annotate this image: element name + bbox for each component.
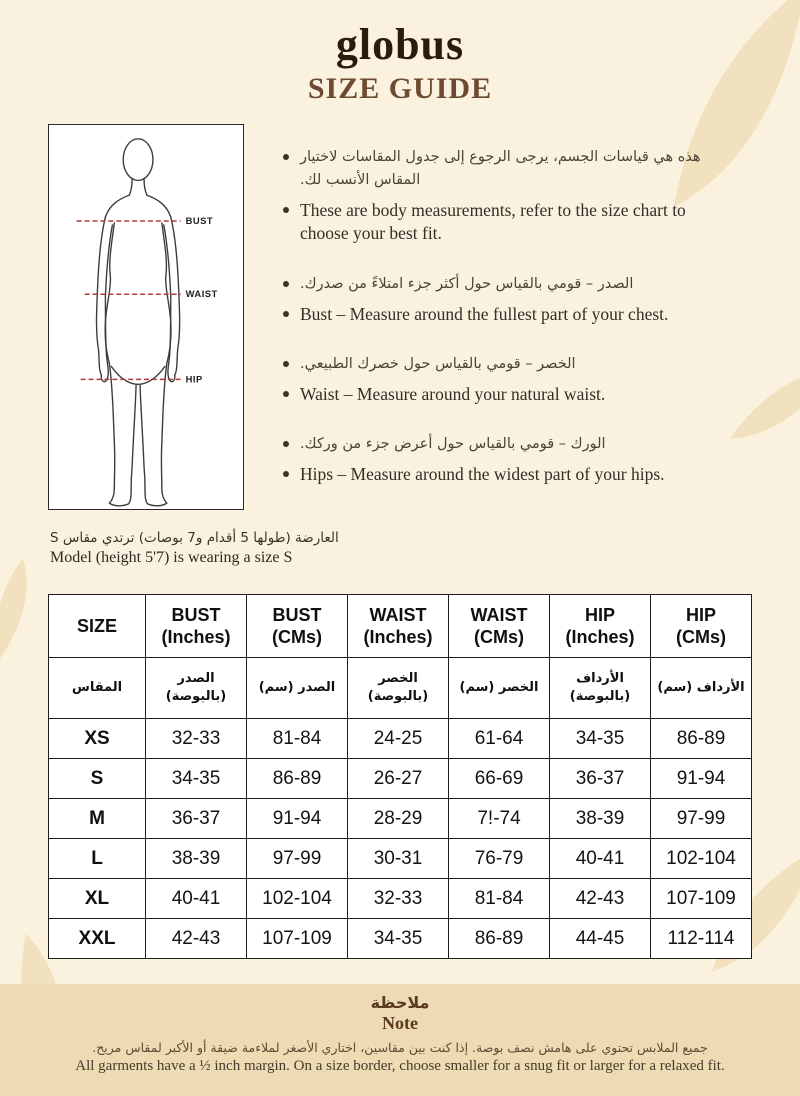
instruction-hip-ar: الورك – قومي بالقياس حول أعرض جزء من وركك. [283,433,735,456]
value-cell: 91-94 [247,799,348,839]
table-row-xl [49,879,752,919]
hip-label: HIP [185,373,203,385]
model-note-ar: العارضة (طولها 5 أقدام و7 بوصات) ترتدي مقاس S [50,530,339,546]
instruction-bust-en: Bust – Measure around the fullest part of your chest. [283,303,735,326]
value-cell: 34-35 [348,919,449,959]
value-cell: 112-114 [651,919,752,959]
table-row-l [49,839,752,879]
instruction-waist-ar: الخصر – قومي بالقياس حول خصرك الطبيعي. [283,353,735,376]
size-cell: M [49,799,146,839]
value-cell: 38-39 [550,799,651,839]
bullet-dot [283,361,289,367]
value-cell: 40-41 [550,839,651,879]
instruction-bust-ar: الصدر – قومي بالقياس حول أكثر جزء امتلاءً من صدرك. [283,273,735,296]
size-cell: L [49,839,146,879]
value-cell: 32-33 [348,879,449,919]
value-cell: 26-27 [348,759,449,799]
header-waist-inches: WAIST (Inches) [348,595,449,658]
value-cell: 86-89 [247,759,348,799]
size-cell: XS [49,719,146,759]
bullet-dot [283,154,289,160]
table-row-m [49,799,752,839]
value-cell: 81-84 [449,879,550,919]
size-chart-table [48,594,752,959]
table-header-row-ar [49,658,752,719]
note-body-ar: جميع الملابس تحتوي على هامش نصف بوصة. إذا كنت بين مقاسين، اختاري الأصغر لملاءمة ضيقة أو الأكبر لمقاس مريح. [92,1040,708,1055]
bullet-dot [283,311,289,317]
value-cell: 76-79 [449,839,550,879]
bullet-dot [283,207,289,213]
value-cell: 97-99 [651,799,752,839]
size-cell: XXL [49,919,146,959]
header-bust-inches: BUST (Inches) [146,595,247,658]
bust-label: BUST [185,214,214,226]
body-figure-illustration [49,125,243,509]
value-cell: 107-109 [247,919,348,959]
model-note [50,530,339,567]
bullet-dot [283,471,289,477]
model-note-en: Model (height 5'7) is wearing a size S [50,549,293,566]
instruction-hip-en: Hips – Measure around the widest part of your hips. [283,463,735,486]
value-cell: 28-29 [348,799,449,839]
instruction-intro-en: These are body measurements, refer to the size chart to choose your best fit. [283,199,735,245]
value-cell: 42-43 [146,919,247,959]
note-title-en: Note [382,1013,418,1033]
value-cell: 86-89 [651,719,752,759]
note-section [0,984,800,1096]
note-title-ar: ملاحظة [370,993,430,1012]
value-cell: 107-109 [651,879,752,919]
header-bust-cms-ar: الصدر (سم) [247,658,348,719]
value-cell: 24-25 [348,719,449,759]
header-waist-inches-ar: الخصر (بالبوصة) [348,658,449,719]
value-cell: 102-104 [247,879,348,919]
value-cell: 30-31 [348,839,449,879]
header-bust-inches-ar: الصدر (بالبوصة) [146,658,247,719]
table-header-row-en [49,595,752,658]
bullet-dot [283,441,289,447]
header-hip-cms: HIP (CMs) [651,595,752,658]
header-waist-cms: WAIST (CMs) [449,595,550,658]
value-cell: 81-84 [247,719,348,759]
size-cell: S [49,759,146,799]
value-cell: 38-39 [146,839,247,879]
page-title: SIZE GUIDE [307,72,493,106]
value-cell: 36-37 [550,759,651,799]
instruction-waist-en: Waist – Measure around your natural waist. [283,383,735,406]
value-cell: 66-69 [449,759,550,799]
value-cell: 36-37 [146,799,247,839]
value-cell: 44-45 [550,919,651,959]
instructions-list [283,146,735,493]
value-cell: 97-99 [247,839,348,879]
value-cell: 34-35 [146,759,247,799]
header-waist-cms-ar: الخصر (سم) [449,658,550,719]
table-row-s [49,759,752,799]
value-cell: 91-94 [651,759,752,799]
value-cell: 86-89 [449,919,550,959]
value-cell: 102-104 [651,839,752,879]
value-cell: 7!-74 [449,799,550,839]
bullet-dot [283,281,289,287]
value-cell: 32-33 [146,719,247,759]
body-outline [97,139,180,506]
value-cell: 42-43 [550,879,651,919]
header-hip-inches: HIP (Inches) [550,595,651,658]
header-hip-inches-ar: الأرداف (بالبوصة) [550,658,651,719]
value-cell: 40-41 [146,879,247,919]
header-size-ar: المقاس [49,658,146,719]
instruction-intro-ar: هذه هي قياسات الجسم، يرجى الرجوع إلى جدول المقاسات لاختيار المقاس الأنسب لك. [283,146,735,192]
waist-label: WAIST [185,288,218,300]
value-cell: 61-64 [449,719,550,759]
body-measurement-diagram [48,124,244,510]
header [0,22,800,106]
bullet-dot [283,391,289,397]
header-size: SIZE [49,595,146,658]
header-bust-cms: BUST (CMs) [247,595,348,658]
table-row-xs [49,719,752,759]
size-cell: XL [49,879,146,919]
header-hip-cms-ar: الأرداف (سم) [651,658,752,719]
brand-logo: globus [335,20,465,69]
table-row-xxl [49,919,752,959]
value-cell: 34-35 [550,719,651,759]
note-body-en: All garments have a ½ inch margin. On a size border, choose smaller for a snug fit or larger for a relaxed fit. [75,1058,725,1074]
